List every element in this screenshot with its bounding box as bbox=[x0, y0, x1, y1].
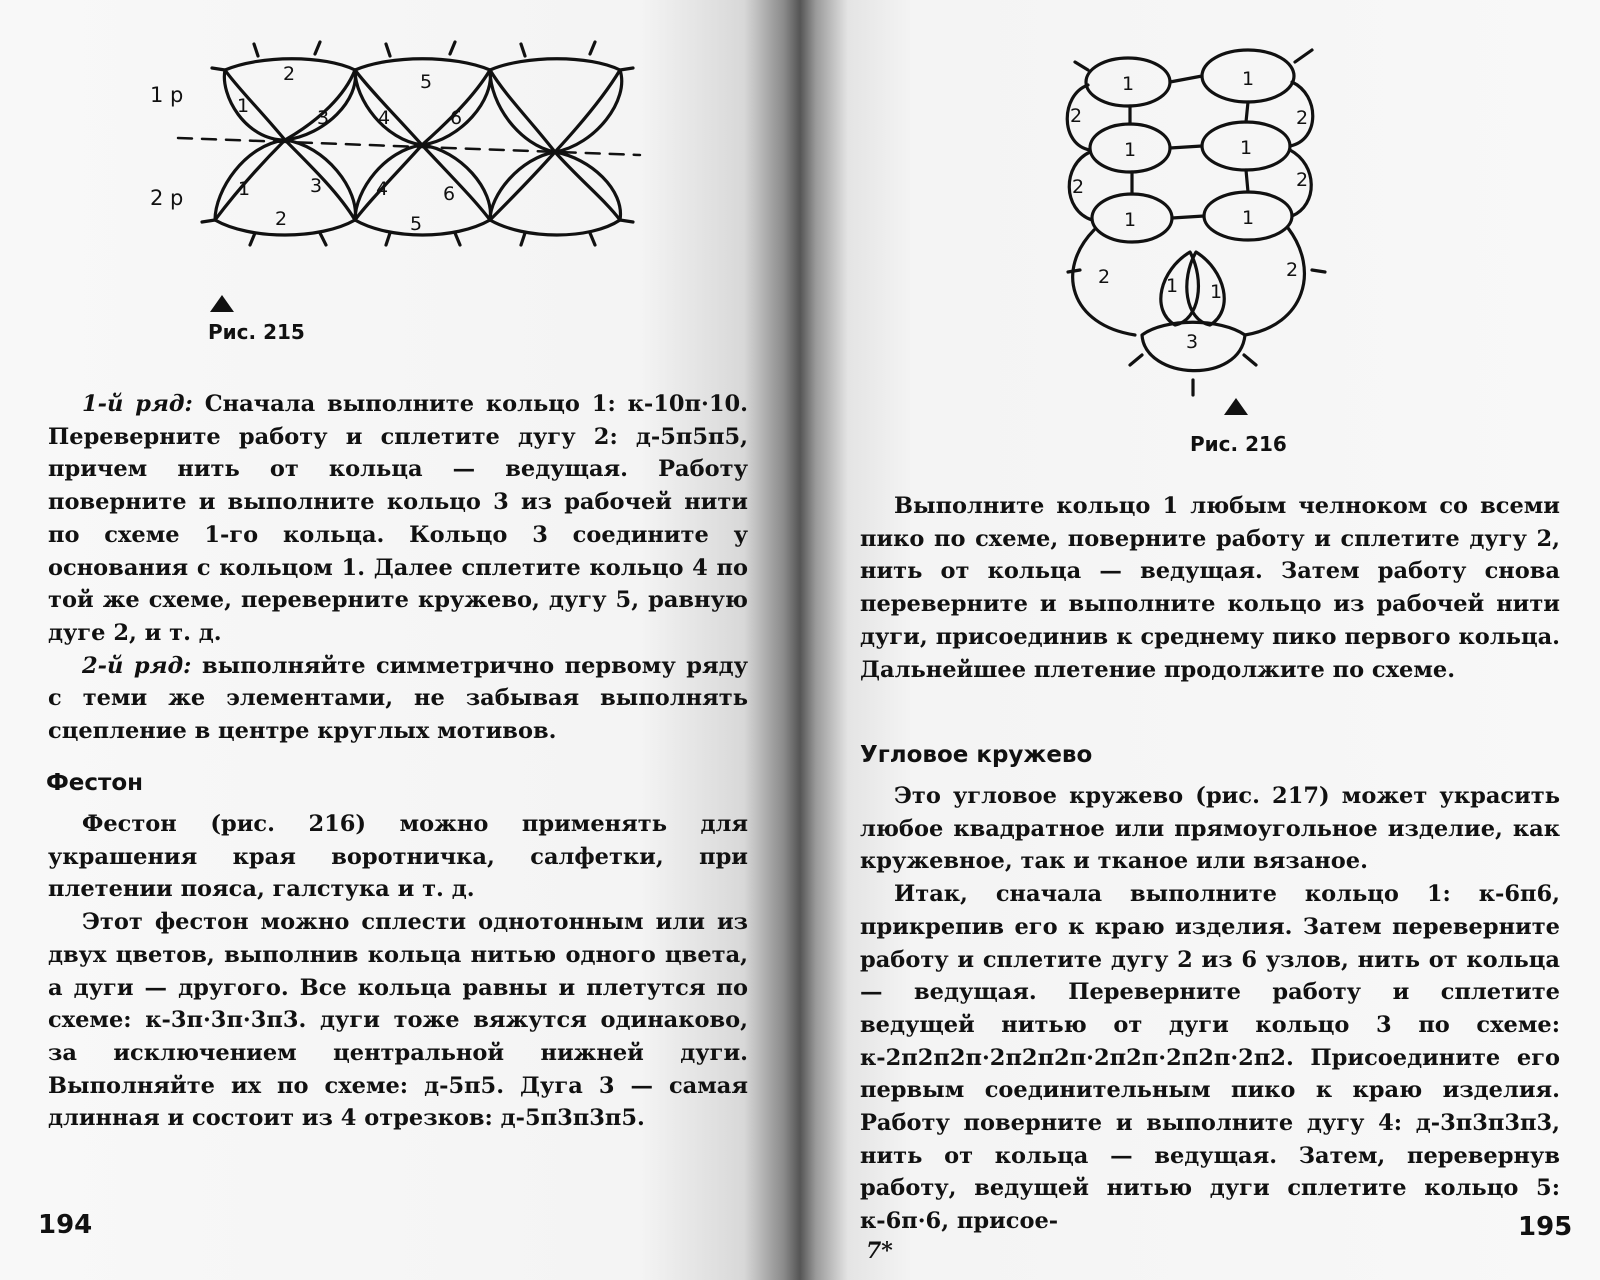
figure-216-diagram bbox=[1050, 40, 1350, 420]
paragraph bbox=[48, 650, 748, 748]
ring-number: 5 bbox=[420, 71, 433, 93]
ring-number: 1 bbox=[237, 95, 250, 117]
ring-number: 3 bbox=[310, 175, 323, 197]
paragraph: Этот фестон можно сплести однотонным или из двух цветов, выполнив кольца нитью одного цвета, а дуги — другого. Все кольца равны и плетутся по схеме: к-3п·3п·3п3. дуги тоже вяжутся одинаково, за исключением центральной нижней дуги. Выполняйте их по схеме: д-5п5. Дуга 3 — самая длинная и состоит из 4 отрезков: д-5п3п3п5. bbox=[48, 909, 748, 1132]
ring-number: 4 bbox=[376, 178, 389, 200]
paragraph: Итак, сначала выполните кольцо 1: к-6п6, прикрепив его к краю изделия. Затем переверните работу и сплетите дугу 2 из 6 узлов, нить от кольца — ведущая. Переверните работу и сплетите ведущей нитью от дуги кольцо 3 по схеме: к-2п2п2п·2п2п2п·2п2п·2п2п·2п2. Присоедините его первым соединительным пико к краю изделия. Работу поверните и выполните дугу 4: д-3п3п3п3, нить от кольца — ведущая. Затем, перевернув работу, ведущей нитью дуги сплетите кольцо 5: к-6п·6, присое- bbox=[860, 881, 1560, 1235]
section-heading-corner-lace: Угловое кружево bbox=[860, 742, 1093, 768]
ring-number: 1 bbox=[1210, 281, 1223, 303]
ring-number: 2 bbox=[283, 63, 296, 85]
ring-number: 4 bbox=[378, 107, 391, 129]
figure-215-caption: Рис. 215 bbox=[208, 320, 305, 344]
paragraph-lead: 1-й ряд: bbox=[82, 391, 193, 417]
paragraph bbox=[48, 388, 748, 650]
ring-number: 6 bbox=[450, 107, 463, 129]
row-label-2: 2 р bbox=[150, 186, 184, 210]
ring-number: 2 bbox=[1098, 266, 1111, 288]
section-heading-feston: Фестон bbox=[46, 770, 144, 796]
ring-number: 1 bbox=[1242, 207, 1255, 229]
triangle-marker bbox=[1224, 398, 1248, 415]
ring-number: 3 bbox=[317, 107, 330, 129]
ring-number: 1 bbox=[1124, 209, 1137, 231]
page-number-right: 195 bbox=[1518, 1212, 1573, 1242]
ring-number: 2 bbox=[1296, 107, 1309, 129]
figure-215-diagram bbox=[150, 40, 670, 315]
right-text-block-1 bbox=[860, 490, 1560, 686]
right-page bbox=[800, 0, 1600, 1280]
ring-number: 2 bbox=[1286, 259, 1299, 281]
ring-number: 2 bbox=[1072, 176, 1085, 198]
left-text-block-2 bbox=[48, 808, 748, 1135]
page-number-left: 194 bbox=[38, 1210, 93, 1240]
ring-number: 1 bbox=[1124, 139, 1137, 161]
figure-215 bbox=[150, 40, 670, 315]
figure-216-caption: Рис. 216 bbox=[1190, 432, 1287, 456]
triangle-marker bbox=[210, 295, 234, 312]
right-text-block-2 bbox=[860, 780, 1560, 1238]
ring-number: 3 bbox=[1186, 331, 1199, 353]
signature-mark: 7* bbox=[866, 1238, 893, 1264]
paragraph: Это угловое кружево (рис. 217) может украсить любое квадратное или прямоугольное изделие, как кружевное, так и тканое или вязаное. bbox=[860, 783, 1560, 875]
ring-number: 6 bbox=[443, 183, 456, 205]
ring-number: 1 bbox=[238, 178, 251, 200]
ring-number: 2 bbox=[1070, 105, 1083, 127]
paragraph-lead: 2-й ряд: bbox=[82, 652, 192, 679]
row-label-1: 1 р bbox=[150, 83, 184, 107]
paragraph: Выполните кольцо 1 любым челноком со всеми пико по схеме, поверните работу и сплетите дугу 2, нить от кольца — ведущая. Затем работу снова переверните и выполните кольцо из рабочей нити дуги, присоединив к среднему пико первого кольца. Дальнейшее плетение продолжите по схеме. bbox=[860, 493, 1560, 683]
ring-number: 2 bbox=[1296, 169, 1309, 191]
ring-number: 1 bbox=[1122, 73, 1135, 95]
ring-number: 1 bbox=[1166, 275, 1179, 297]
paragraph-text: Сначала выполните кольцо 1: к-10п·10. Переверните работу и сплетите дугу 2: д-5п5п5, причем нить от кольца — ведущая. Работу поверните и выполните кольцо 3 из рабочей нити по схеме 1-го кольца. Кольцо 3 соедините у основания с кольцом 1. Далее сплетите кольцо 4 по той же схеме, переверните кружево, дугу 5, равную дуге 2, и т. д. bbox=[48, 391, 748, 646]
figure-216 bbox=[1050, 40, 1350, 420]
paragraph: Фестон (рис. 216) можно применять для украшения края воротничка, салфетки, при плетении пояса, галстука и т. д. bbox=[48, 811, 748, 903]
ring-number: 1 bbox=[1242, 68, 1255, 90]
ring-number: 5 bbox=[410, 213, 423, 235]
ring-number: 1 bbox=[1240, 137, 1253, 159]
left-text-block-1 bbox=[48, 388, 748, 748]
ring-number: 2 bbox=[275, 208, 288, 230]
paragraph-text: выполняйте симметрично первому ряду с теми же элементами, не забывая выполнять сцепление в центре круглых мотивов. bbox=[48, 652, 748, 745]
